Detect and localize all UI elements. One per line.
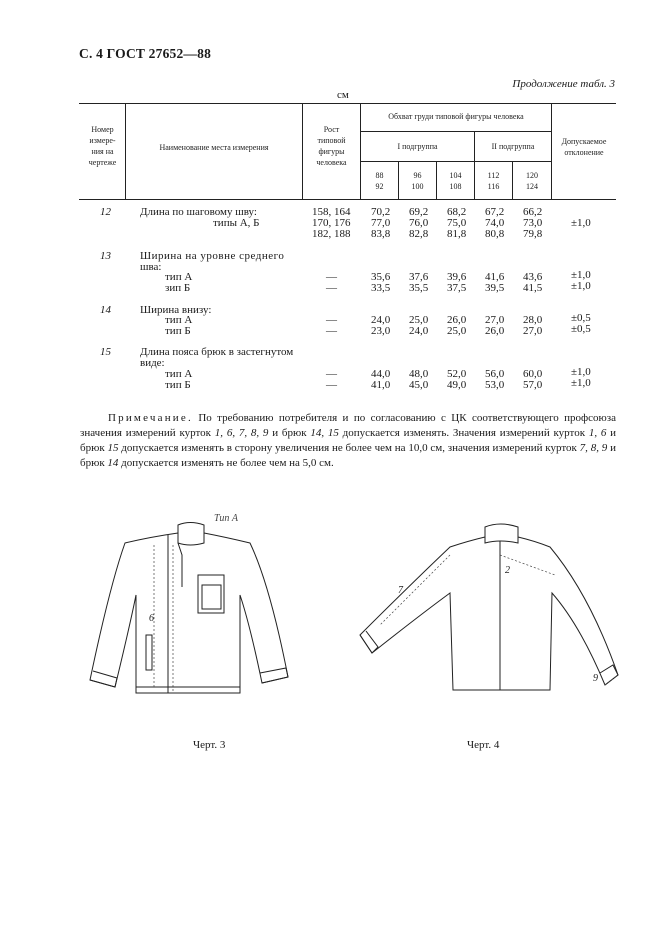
figure-4-caption: Черт. 4 [467, 739, 500, 751]
col-header-height: Рост типовой фигуры человека [316, 125, 347, 167]
unit-label: см [337, 89, 349, 101]
dimension-9: 9 [593, 673, 598, 684]
figure-3-caption: Черт. 3 [193, 739, 226, 751]
size-112-116: 112 116 [487, 171, 500, 191]
col-header-tolerance: Допускаемое отклонение [561, 137, 607, 157]
type-a-label: Тип А [214, 513, 238, 524]
col-header-subgroup-2: II подгруппа [491, 142, 535, 151]
dimension-2: 2 [505, 565, 510, 576]
jacket-back-drawing [350, 515, 620, 715]
col-header-num: Номер измере- ния на чертеже [88, 125, 117, 167]
size-104-108: 104 108 [449, 171, 462, 191]
table-continuation: Продолжение табл. 3 [512, 78, 615, 90]
col-header-subgroup-1: I подгруппа [397, 142, 438, 151]
size-88-92: 88 92 [375, 171, 384, 191]
table-note: Примечание. По требованию потребителя и по согласованию с ЦК соответствующего профсоюза значения измерений курток 1, 6, 7, 8, 9 и брюк 14, 15 допускается изменять. Значения измерений курток 1, 6 и брюк 15 допускается изменять в сторону увеличения не более чем на 10,0 см, значения измерений курток 7, 8, 9 и брюк 14 допускается изменять не более чем на 5,0 см. [80, 412, 617, 469]
dimension-6: 6 [149, 613, 154, 624]
size-120-124: 120 124 [526, 171, 538, 191]
col-header-girth: Обхват груди типовой фигуры человека [388, 112, 524, 121]
page-header: С. 4 ГОСТ 27652—88 [79, 46, 212, 61]
col-header-name: Наименование места измерения [159, 143, 269, 152]
jacket-front-drawing [70, 505, 350, 705]
size-96-100: 96 100 [411, 171, 424, 191]
dimension-7: 7 [398, 585, 403, 596]
